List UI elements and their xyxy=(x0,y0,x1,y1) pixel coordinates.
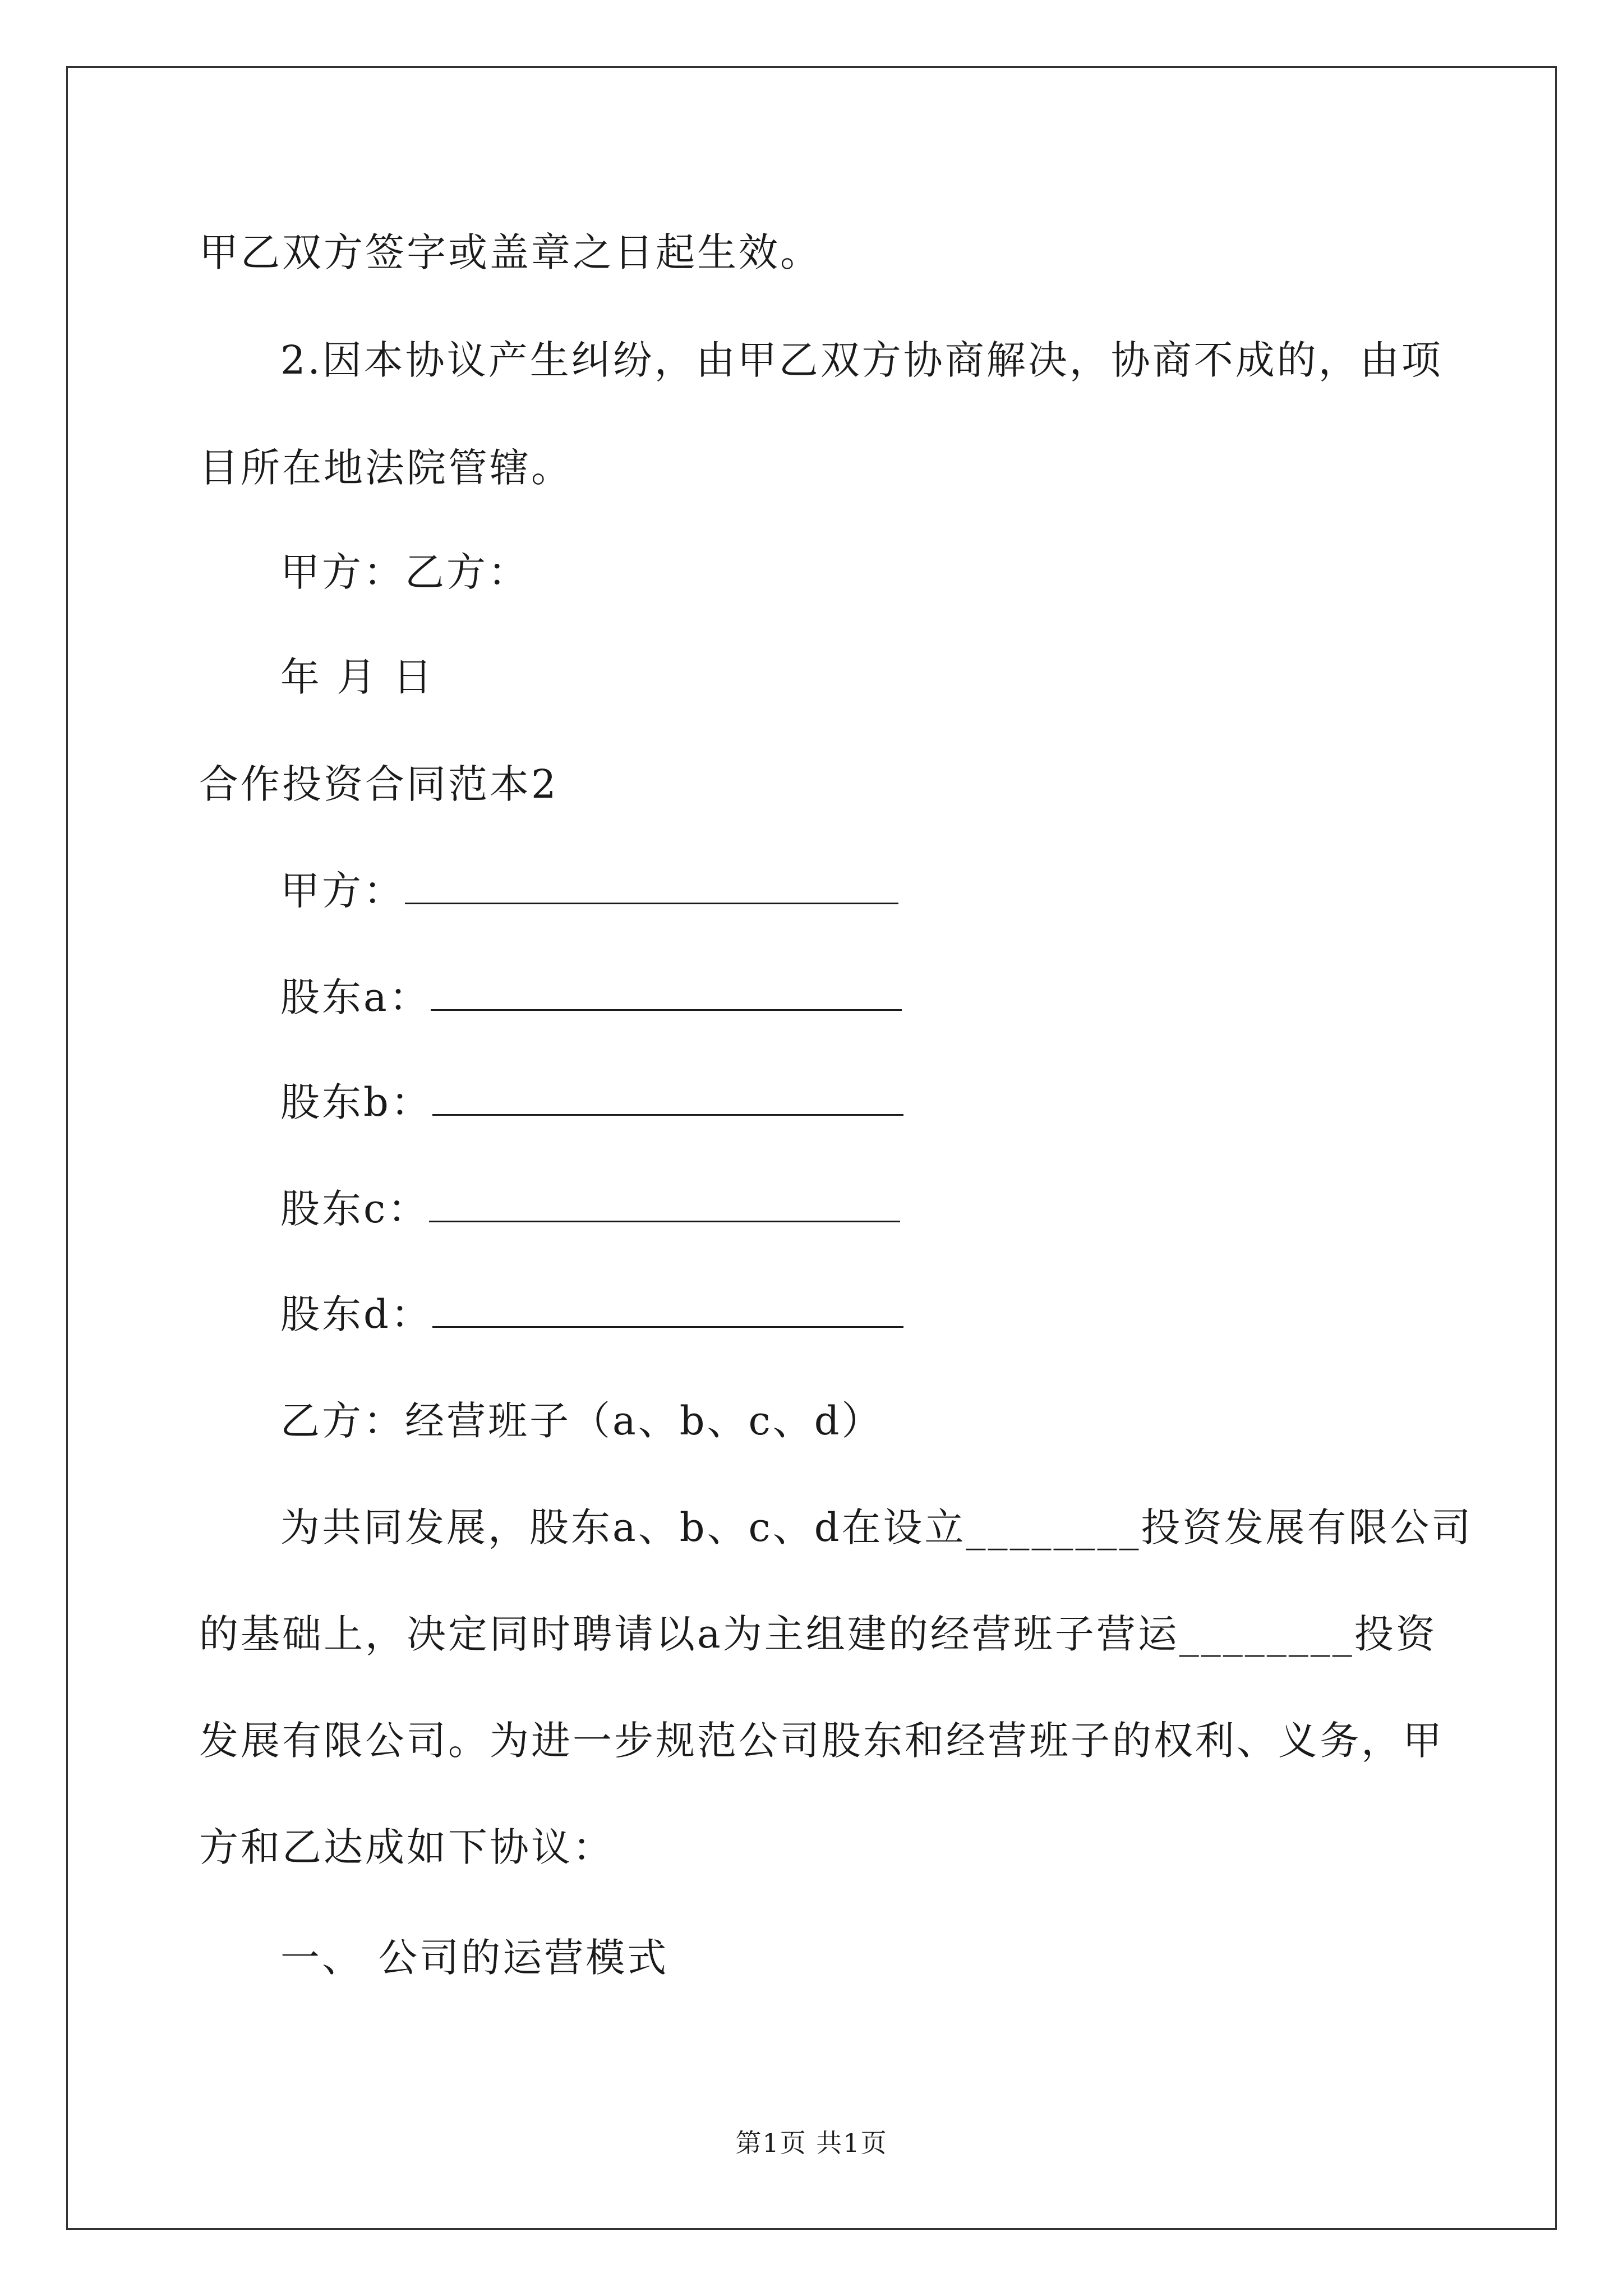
shareholder-d-line xyxy=(280,1289,903,1340)
page-footer: 第1页 共1页 xyxy=(735,2128,888,2158)
party-a-line xyxy=(280,866,898,916)
signature-date: 年 月 日 xyxy=(280,654,435,700)
section-heading-1: 一、 公司的运营模式 xyxy=(280,1935,669,1981)
body-paragraph-line-2: 的基础上，决定同时聘请以a为主组建的经营班子营运________投资 xyxy=(199,1611,1437,1657)
body-line-jurisdiction: 目所在地法院管辖。 xyxy=(199,445,573,491)
body-line-effective: 甲乙双方签字或盖章之日起生效。 xyxy=(199,229,822,275)
shareholder-a-blank xyxy=(431,976,902,1011)
shareholder-d-blank xyxy=(432,1292,903,1328)
party-b-line: 乙方：经营班子（a、b、c、d） xyxy=(280,1398,883,1444)
party-a-blank xyxy=(405,869,898,904)
body-paragraph-line-4: 方和乙达成如下协议： xyxy=(199,1824,614,1870)
shareholder-d-label: 股东d： xyxy=(280,1291,432,1337)
shareholder-c-blank xyxy=(429,1187,900,1222)
shareholder-a-label: 股东a： xyxy=(280,974,431,1020)
shareholder-c-line xyxy=(280,1184,900,1234)
body-paragraph-line-1: 为共同发展，股东a、b、c、d在设立________投资发展有限公司 xyxy=(280,1504,1473,1550)
page-border xyxy=(66,66,1557,2230)
shareholder-b-blank xyxy=(432,1080,903,1116)
shareholder-c-label: 股东c： xyxy=(280,1186,430,1232)
party-a-label: 甲方： xyxy=(280,868,405,914)
section-title: 合作投资合同范本2 xyxy=(199,761,559,807)
shareholder-b-line xyxy=(280,1077,903,1128)
shareholder-b-label: 股东b： xyxy=(280,1079,432,1125)
body-line-dispute: 2.因本协议产生纠纷，由甲乙双方协商解决，协商不成的，由项 xyxy=(280,337,1443,383)
body-paragraph-line-3: 发展有限公司。为进一步规范公司股东和经营班子的权利、义务，甲 xyxy=(199,1718,1444,1764)
signature-parties: 甲方：乙方： xyxy=(280,549,529,595)
shareholder-a-line xyxy=(280,972,902,1023)
